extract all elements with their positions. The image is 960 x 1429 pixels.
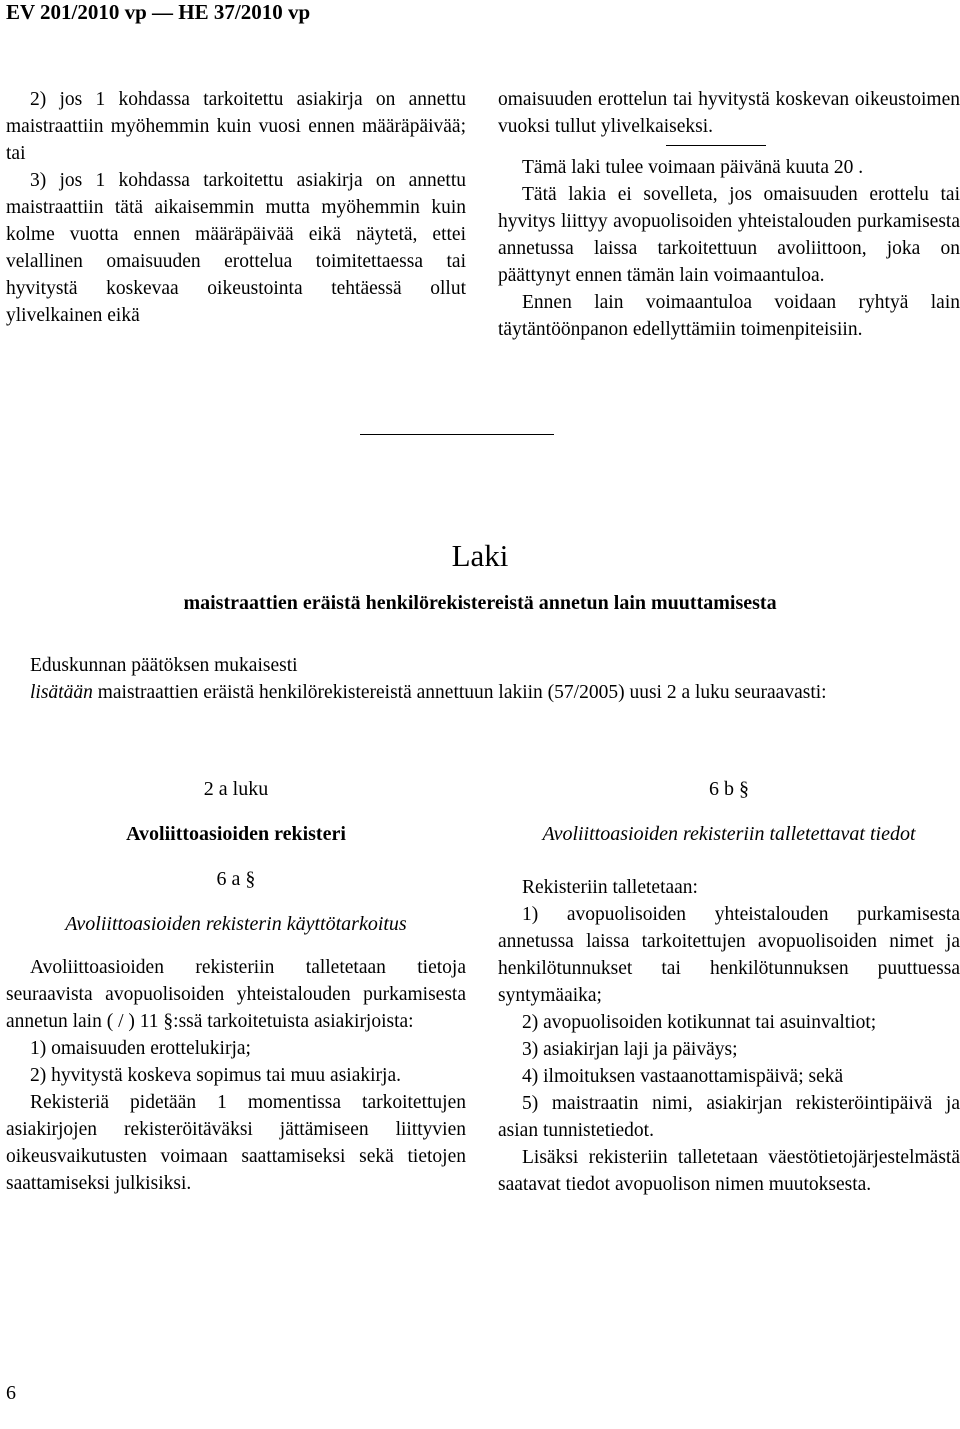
list-item: 5) maistraatin nimi, asiakirjan rekisteröintipäivä ja asian tunnistetiedot.: [498, 1093, 960, 1141]
paragraph: Tätä lakia ei sovelleta, jos omaisuuden erottelu tai hyvitys liittyy avopuolisoiden yhteistalouden purkamisesta annetussa laissa tarkoitettuun avoliittoon, joka on päättynyt ennen tämän lain voimaantuloa.: [498, 184, 960, 286]
enactment-verb: lisätään: [30, 682, 93, 703]
section-title: Avoliittoasioiden rekisterin käyttötarkoitus: [65, 913, 407, 935]
paragraph: Avoliittoasioiden rekisteriin talletetaan tietoja seuraavista avopuolisoiden yhteistalouden purkamisesta annetun lain ( / ) 11 §:ssä tarkoitetuista asiakirjoista:: [6, 957, 466, 1032]
paragraph: Rekisteriin talletetaan:: [522, 877, 698, 898]
left-column-top: [6, 86, 466, 329]
enactment-clause: [6, 652, 954, 706]
law-subtitle: maistraattien eräistä henkilörekistereistä annetun lain muuttamisesta: [183, 592, 777, 614]
right-column-top: [498, 86, 960, 343]
paragraph: Lisäksi rekisteriin talletetaan väestötietojärjestelmästä saatavat tiedot avopuolison nimen muutoksesta.: [498, 1147, 960, 1195]
list-item: 1) avopuolisoiden yhteistalouden purkamisesta annetussa laissa tarkoitettujen avopuolisoiden nimet ja henkilötunnukset tai henkilötunnuksen puuttuessa syntymäaika;: [498, 904, 960, 1006]
enactment-line: Eduskunnan päätöksen mukaisesti: [30, 655, 298, 676]
list-item: 4) ilmoituksen vastaanottamispäivä; sekä: [522, 1066, 844, 1087]
paragraph: 2) jos 1 kohdassa tarkoitettu asiakirja on annettu maistraattiin myöhemmin kuin vuosi ennen määräpäivää; tai: [6, 89, 466, 164]
list-item: 1) omaisuuden erottelukirja;: [30, 1038, 251, 1059]
list-item: 3) asiakirjan laji ja päiväys;: [522, 1039, 738, 1060]
enactment-body: [6, 679, 954, 706]
paragraph: Tämä laki tulee voimaan päivänä kuuta 20 .: [522, 157, 864, 178]
chapter-number: 2 a luku: [203, 778, 269, 800]
left-column-bottom: [6, 776, 466, 1197]
paragraph: Rekisteriä pidetään 1 momentissa tarkoitettujen asiakirjojen rekisteröitäväksi jättämiseen liittyvien oikeusvaikutusten voimaan saattamiseksi sekä tietojen saattamiseksi julkisiksi.: [6, 1092, 466, 1194]
short-rule: [666, 145, 766, 146]
page-header: EV 201/2010 vp — HE 37/2010 vp: [6, 0, 311, 24]
short-rule-wrap: [498, 140, 960, 154]
chapter-title: Avoliittoasioiden rekisteri: [126, 823, 346, 845]
section-number: 6 b §: [709, 778, 749, 800]
enactment-text: maistraattien eräistä henkilörekistereistä annettuun lakiin (57/2005) uusi 2 a luku seuraavasti:: [92, 682, 827, 703]
right-column-bottom: [498, 776, 960, 1198]
section-divider: [360, 434, 554, 435]
paragraph-continuation: omaisuuden erottelun tai hyvitystä koskevan oikeustoimen vuoksi tullut ylivelkaiseksi.: [498, 89, 960, 137]
paragraph: Ennen lain voimaantuloa voidaan ryhtyä lain täytäntöönpanon edellyttämiin toimenpiteisiin.: [498, 292, 960, 340]
page-number: 6: [6, 1382, 16, 1404]
law-title: Laki: [451, 538, 509, 573]
paragraph: 3) jos 1 kohdassa tarkoitettu asiakirja on annettu maistraattiin tätä aikaisemmin mutta myöhemmin kuin kolme vuotta ennen määräpäivää eikä näytetä, ettei velallinen omaisuuden erottelua toimitettaessa tai hyvitystä koskevaa oikeustointa tehtäessä ollut ylivelkainen eikä: [6, 170, 466, 326]
section-title: Avoliittoasioiden rekisteriin talletettavat tiedot: [542, 823, 916, 845]
list-item: 2) avopuolisoiden kotikunnat tai asuinvaltiot;: [522, 1012, 877, 1033]
section-number: 6 a §: [216, 868, 256, 890]
list-item: 2) hyvitystä koskeva sopimus tai muu asiakirja.: [30, 1065, 401, 1086]
